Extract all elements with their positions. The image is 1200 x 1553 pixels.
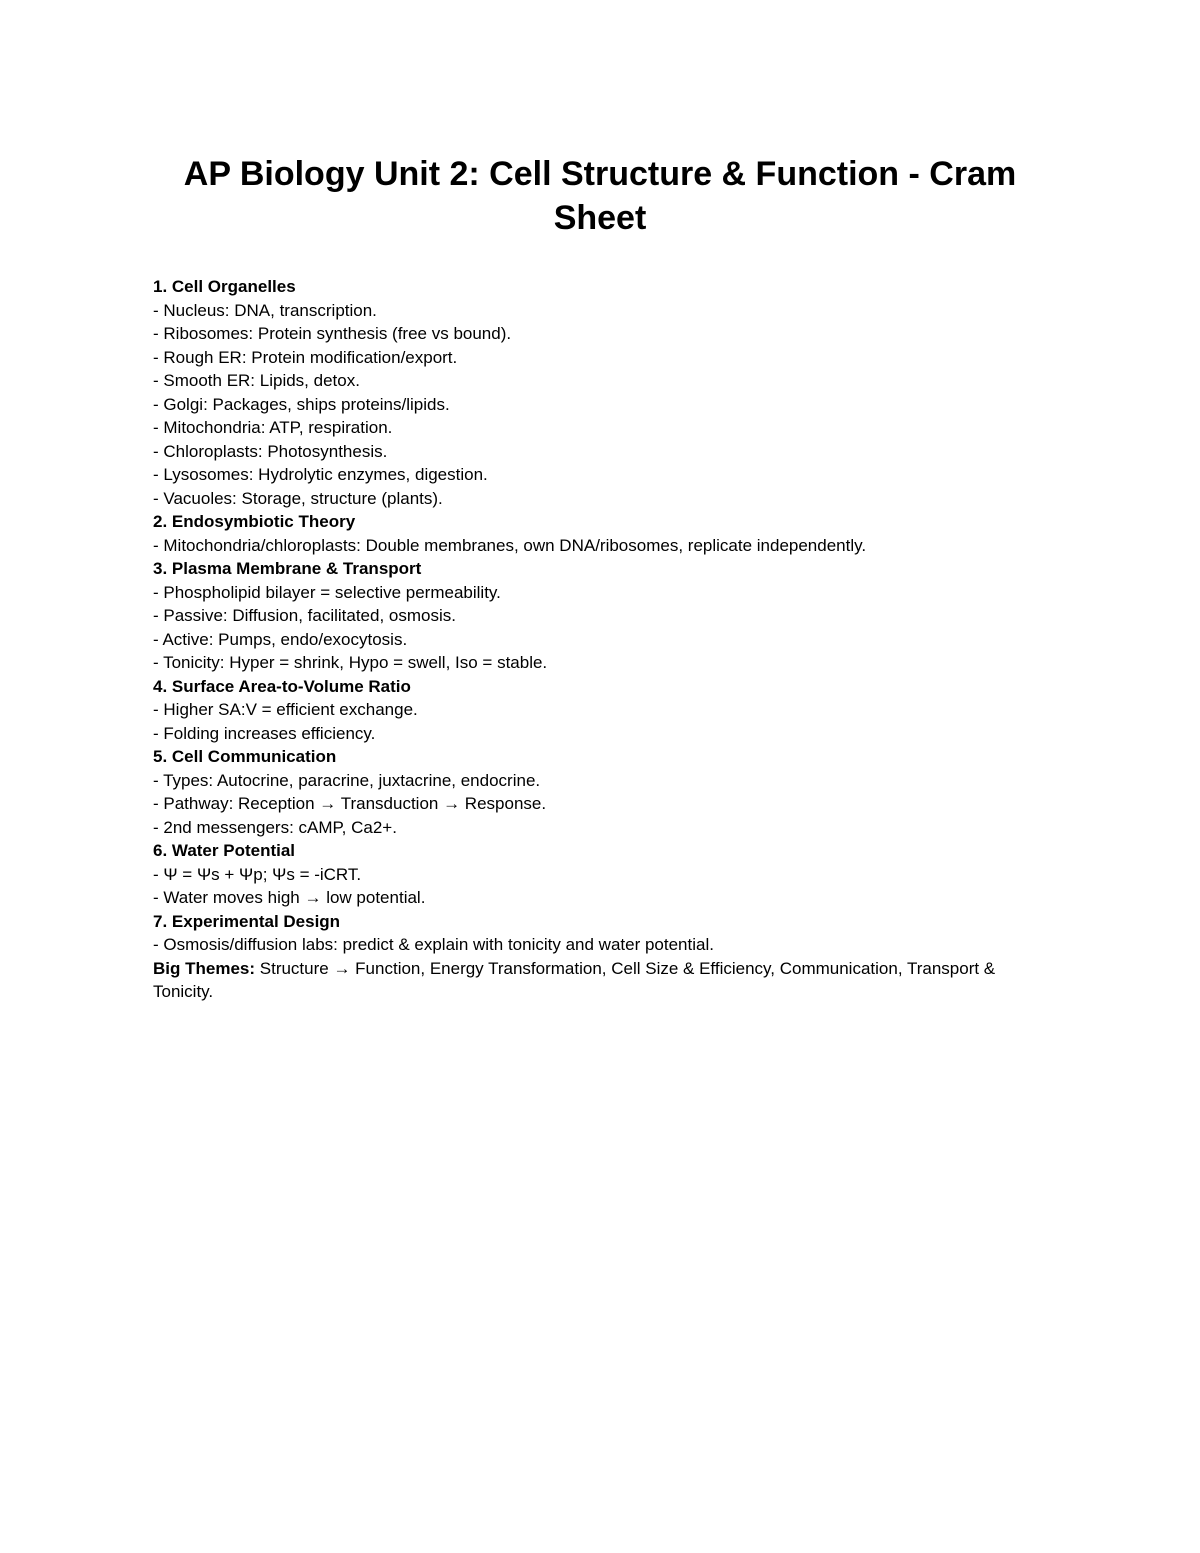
list-item: - Vacuoles: Storage, structure (plants). [153,488,443,508]
list-item: - Tonicity: Hyper = shrink, Hypo = swell, Iso = stable. [153,653,548,672]
list-item: - Ψ = Ψs + Ψp; Ψs = -iCRT. [153,864,362,884]
list-item: - Osmosis/diffusion labs: predict & explain with tonicity and water potential. [153,935,714,954]
big-themes-label: Big Themes: [153,958,256,978]
section-heading-experimental-design: 7. Experimental Design [153,911,341,931]
section-heading-endosymbiotic-theory: 2. Endosymbiotic Theory [153,512,356,531]
big-themes-paragraph [153,957,1053,1004]
list-item: - Golgi: Packages, ships proteins/lipids. [153,394,450,414]
list-item: - Phospholipid bilayer = selective permeability. [153,582,501,602]
list-item: - Passive: Diffusion, facilitated, osmosis. [153,606,456,625]
page-title: AP Biology Unit 2: Cell Structure & Function - Cram Sheet [183,155,1017,237]
list-item: - Higher SA:V = efficient exchange. [153,700,418,719]
list-item: - 2nd messengers: cAMP, Ca2+. [153,817,397,837]
document-body [153,275,1053,1004]
list-item: - Folding increases efficiency. [153,723,376,743]
section-heading-cell-organelles: 1. Cell Organelles [153,277,296,296]
big-themes-text: Structure → Function, Energy Transformation, Cell Size & Efficiency, Communication, Transport & Tonicity. [153,958,996,1001]
list-item: - Pathway: Reception → Transduction → Response. [153,794,547,813]
section-heading-water-potential: 6. Water Potential [153,841,296,860]
list-item: - Rough ER: Protein modification/export. [153,347,458,367]
list-item: - Ribosomes: Protein synthesis (free vs bound). [153,324,512,343]
section-heading-cell-communication: 5. Cell Communication [153,747,337,766]
list-item: - Nucleus: DNA, transcription. [153,300,377,320]
list-item: - Types: Autocrine, paracrine, juxtacrine, endocrine. [153,770,541,790]
list-item: - Active: Pumps, endo/exocytosis. [153,629,408,649]
section-heading-surface-area-volume: 4. Surface Area-to-Volume Ratio [153,676,411,696]
section-heading-plasma-membrane: 3. Plasma Membrane & Transport [153,559,422,578]
list-item: - Chloroplasts: Photosynthesis. [153,441,388,461]
list-item: - Lysosomes: Hydrolytic enzymes, digestion. [153,465,488,484]
list-item: - Mitochondria: ATP, respiration. [153,418,393,437]
list-item: - Smooth ER: Lipids, detox. [153,371,360,390]
list-item: - Water moves high → low potential. [153,888,426,907]
list-item: - Mitochondria/chloroplasts: Double membranes, own DNA/ribosomes, replicate independently. [153,535,867,555]
